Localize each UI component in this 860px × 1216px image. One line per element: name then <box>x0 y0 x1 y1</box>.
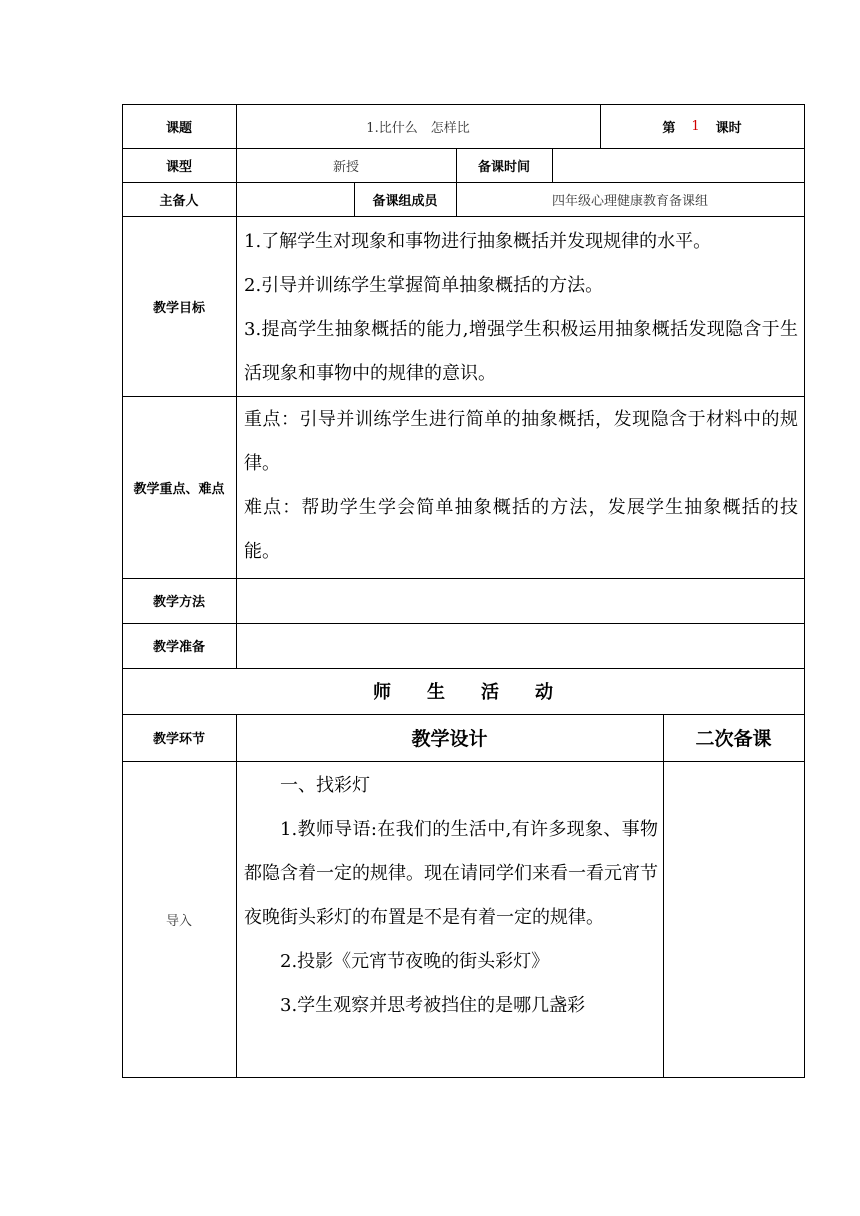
lesson-number-cell <box>600 104 804 148</box>
key-point-item: 重点：引导并训练学生进行简单的抽象概括，发现隐含于材料中的规律。 <box>244 409 798 474</box>
prep-time-value <box>552 148 804 182</box>
title-value: 1.比什么 怎样比 <box>366 120 470 136</box>
group-label: 备课组成员 <box>372 193 438 209</box>
title-label: 课题 <box>165 120 192 136</box>
lesson-suffix: 课时 <box>715 120 742 136</box>
type-value: 新授 <box>332 159 359 175</box>
activities-title: 师 生 活 动 <box>373 682 553 703</box>
intro-paragraph: 一、找彩灯 <box>280 775 370 796</box>
method-value <box>236 578 804 623</box>
intro-stage: 导入 <box>165 913 192 929</box>
rule <box>236 714 237 1077</box>
intro-paragraph: 2.投影《元宵节夜晚的街头彩灯》 <box>280 951 550 972</box>
key-points-list <box>244 398 798 574</box>
intro-second-prep <box>663 761 804 1077</box>
lesson-prefix: 第 <box>662 120 676 136</box>
stage-column-header: 教学环节 <box>152 732 205 747</box>
objectives-label: 教学目标 <box>152 300 205 316</box>
intro-design <box>244 764 658 1076</box>
preparation-value <box>236 623 804 668</box>
rule <box>122 1077 805 1078</box>
lesson-number: 1 <box>691 118 700 134</box>
key-points-label: 教学重点、难点 <box>133 481 225 497</box>
method-label: 教学方法 <box>152 595 205 610</box>
preparation-label: 教学准备 <box>152 640 205 655</box>
group-value: 四年级心理健康教育备课组 <box>551 193 708 209</box>
type-label: 课型 <box>165 159 192 175</box>
rule <box>804 104 805 1077</box>
intro-paragraph: 3.学生观察并思考被挡住的是哪几盏彩 <box>280 995 586 1016</box>
difficulty-item: 难点：帮助学生学会简单抽象概括的方法，发展学生抽象概括的技能。 <box>244 497 798 562</box>
prep-time-label: 备课时间 <box>477 159 530 175</box>
objective-item: 2.引导并训练学生掌握简单抽象概括的方法。 <box>244 275 604 296</box>
objective-item: 3.提高学生抽象概括的能力,增强学生积极运用抽象概括发现隐含于生活现象和事物中的规律的意识。 <box>244 319 798 384</box>
preparer-label: 主备人 <box>159 193 199 209</box>
second-prep-column-header: 二次备课 <box>695 728 772 750</box>
intro-paragraph: 1.教师导语:在我们的生活中,有许多现象、事物都隐含着一定的规律。现在请同学们来看一看元宵节夜晚街头彩灯的布置是不是有着一定的规律。 <box>244 819 658 928</box>
objectives-list <box>244 220 798 396</box>
objective-item: 1.了解学生对现象和事物进行抽象概括并发现规律的水平。 <box>244 231 712 252</box>
design-column-header: 教学设计 <box>411 728 488 750</box>
preparer-value <box>236 182 354 216</box>
